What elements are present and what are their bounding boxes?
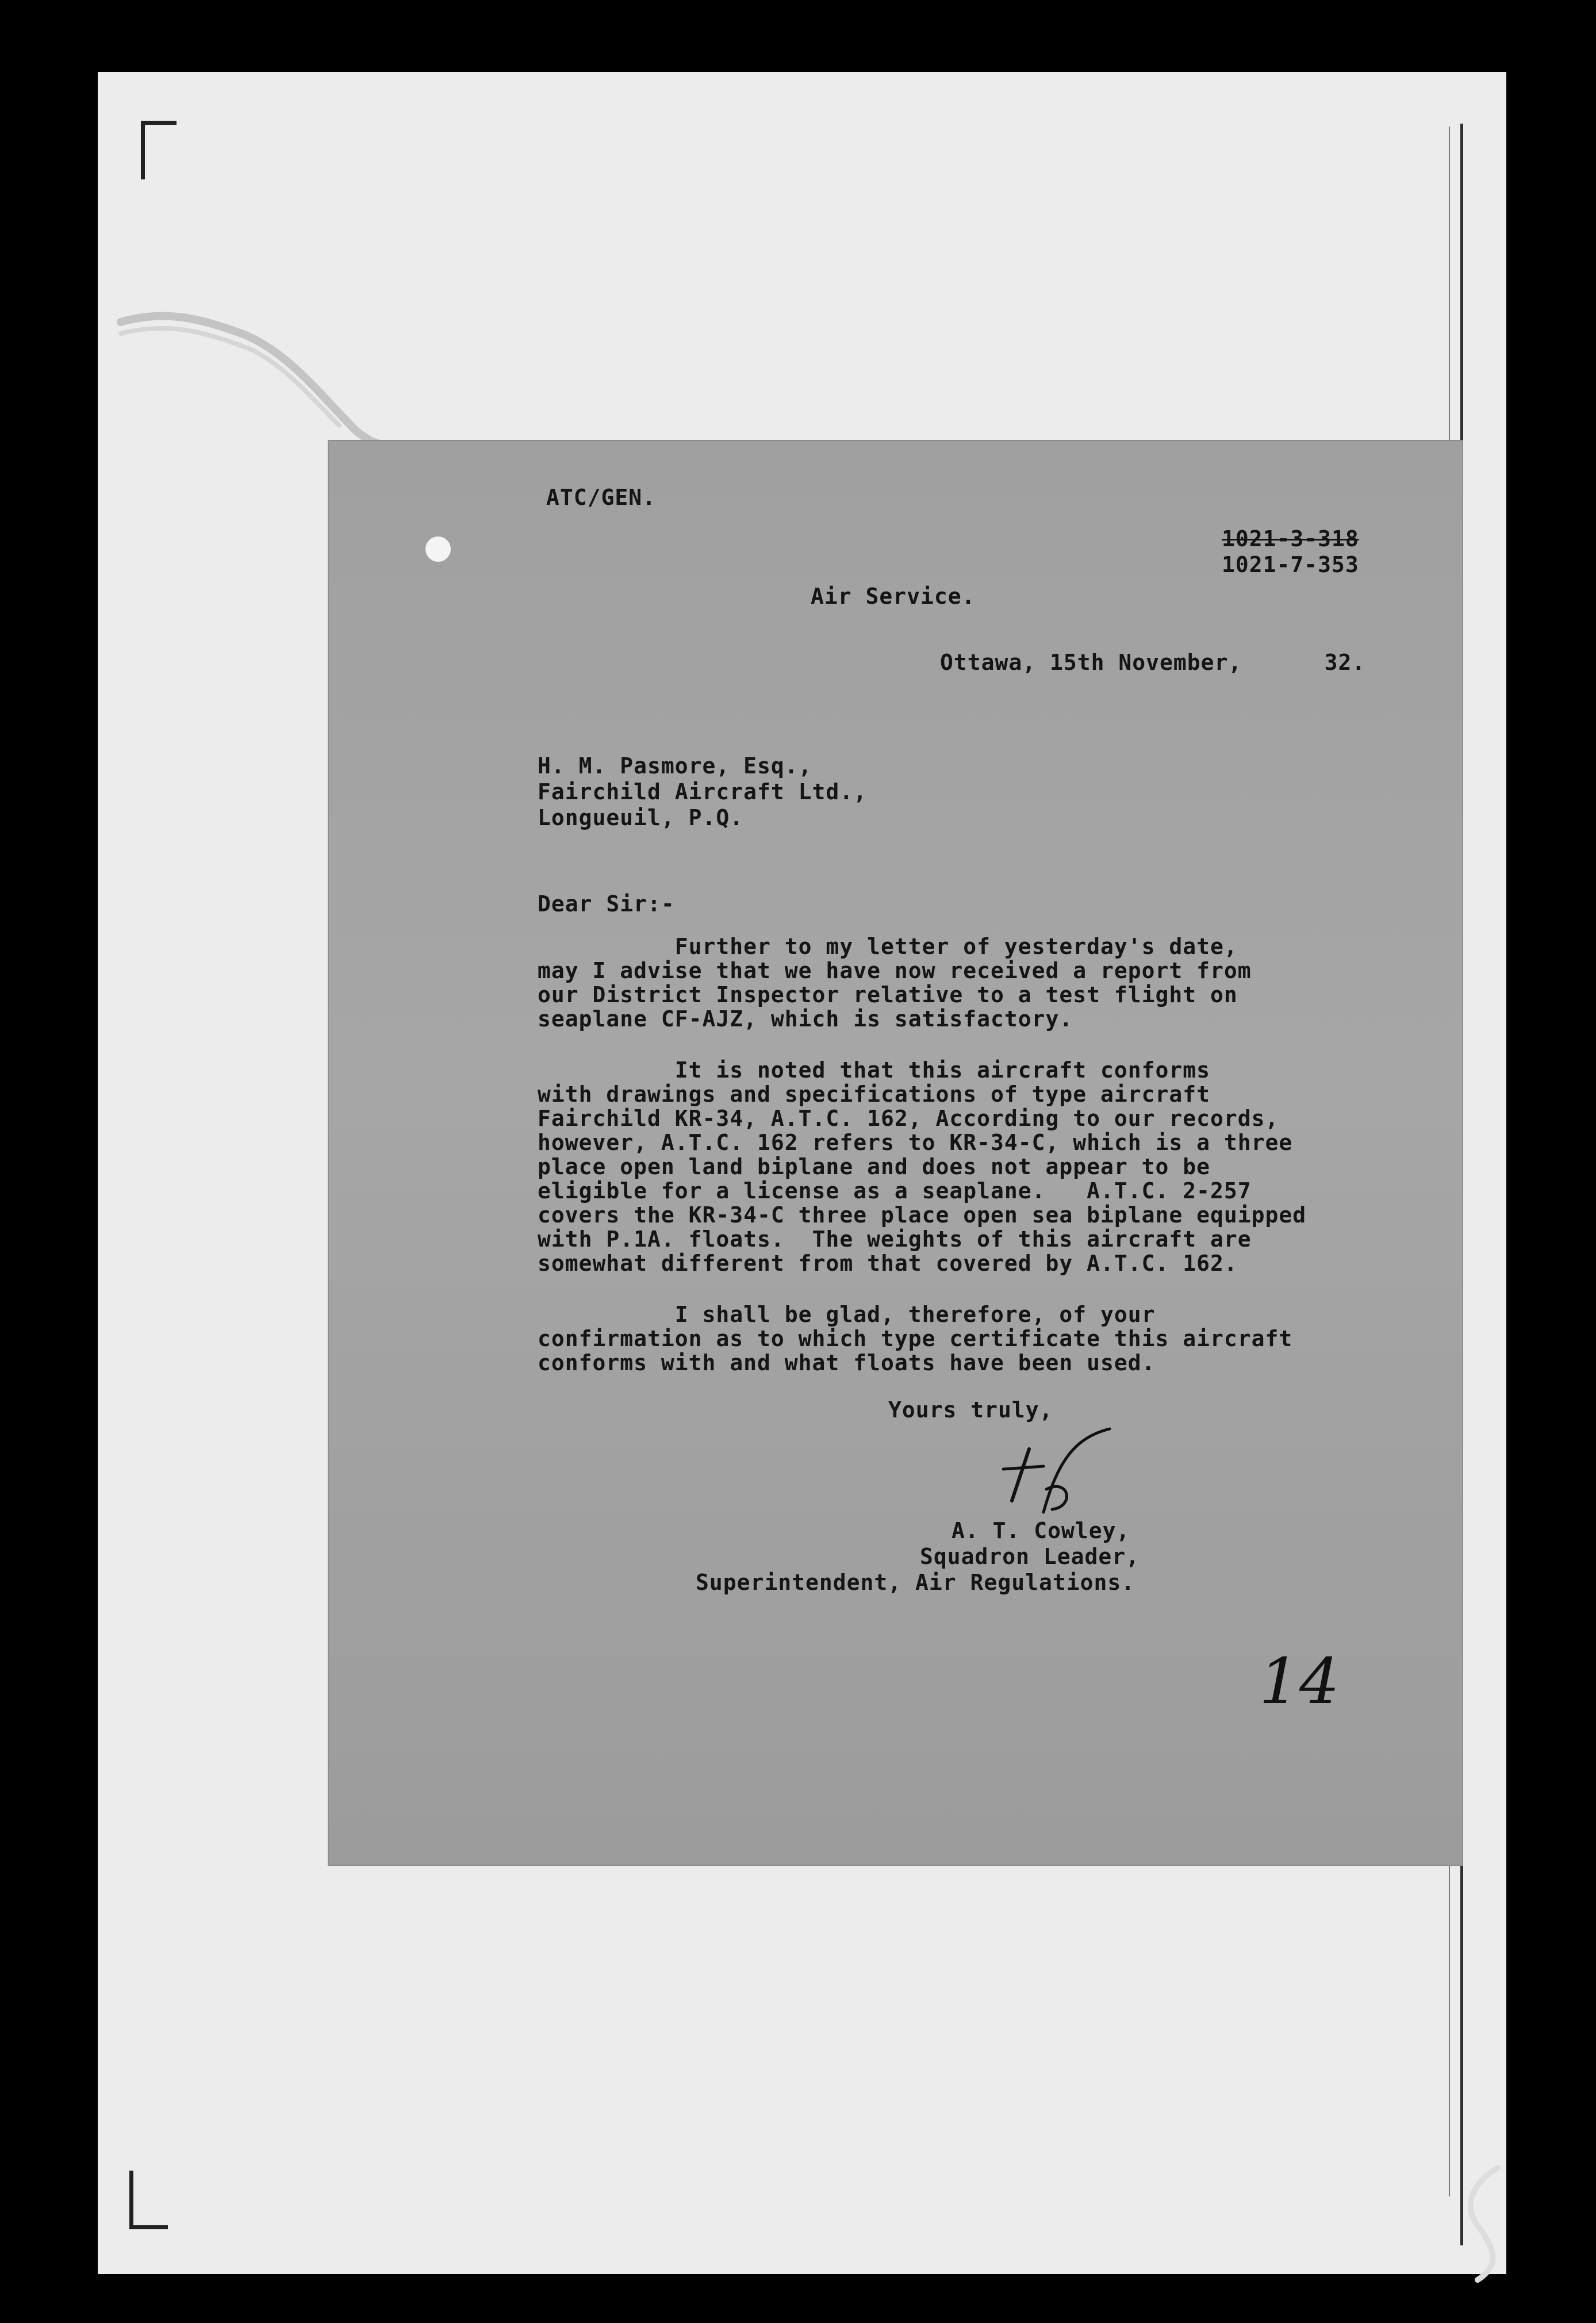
frame-corner-swirl [1455, 2162, 1518, 2294]
page-number: 14 [1259, 1644, 1340, 1718]
signatory-rank: Squadron Leader, [920, 1544, 1140, 1569]
reference-number-struck: 1021-3-318 [1222, 526, 1359, 551]
file-code: ATC/GEN. [546, 485, 657, 510]
crop-mark-bottom-left [129, 2171, 168, 2229]
recipient-company: Fairchild Aircraft Ltd., [538, 779, 868, 804]
handwritten-initials [989, 1426, 1138, 1524]
department: Air Service. [811, 584, 976, 609]
paragraph-1: Further to my letter of yesterday's date, may I advise that we have now received a report from our District Inspector relative to a test flight on seaplane CF-AJZ, which is satisfactory. [538, 934, 1252, 1032]
salutation: Dear Sir:- [538, 891, 675, 917]
reference-number: 1021-7-353 [1222, 552, 1359, 577]
closing: Yours truly, [888, 1397, 1053, 1423]
recipient-location: Longueuil, P.Q. [538, 805, 744, 830]
punch-hole [425, 536, 451, 562]
paragraph-3: I shall be glad, therefore, of your confirmation as to which type certificate this aircraft conforms with and what floats have been used. [538, 1302, 1293, 1375]
date-line: Ottawa, 15th November, 32. [940, 650, 1366, 675]
paragraph-2: It is noted that this aircraft conforms with drawings and specifications of type aircraft Fairchild KR-34, A.T.C. 162, According to our records, however, A.T.C. 162 refers to KR-34-C, which is a three place open land biplane and does not appear to be eligible for a license as a seaplane. A.T.C. 2-257 covers the KR-34-C three place open sea biplane equipped with P.1A. floats. The weights of this aircraft are somewhat different from that covered by A.T.C. 162. [538, 1057, 1307, 1276]
binding-string [115, 299, 471, 448]
recipient-name: H. M. Pasmore, Esq., [538, 753, 812, 779]
crop-mark-top-left [141, 121, 177, 179]
signatory-name: A. T. Cowley, [952, 1518, 1130, 1543]
signatory-title: Superintendent, Air Regulations. [696, 1570, 1135, 1595]
